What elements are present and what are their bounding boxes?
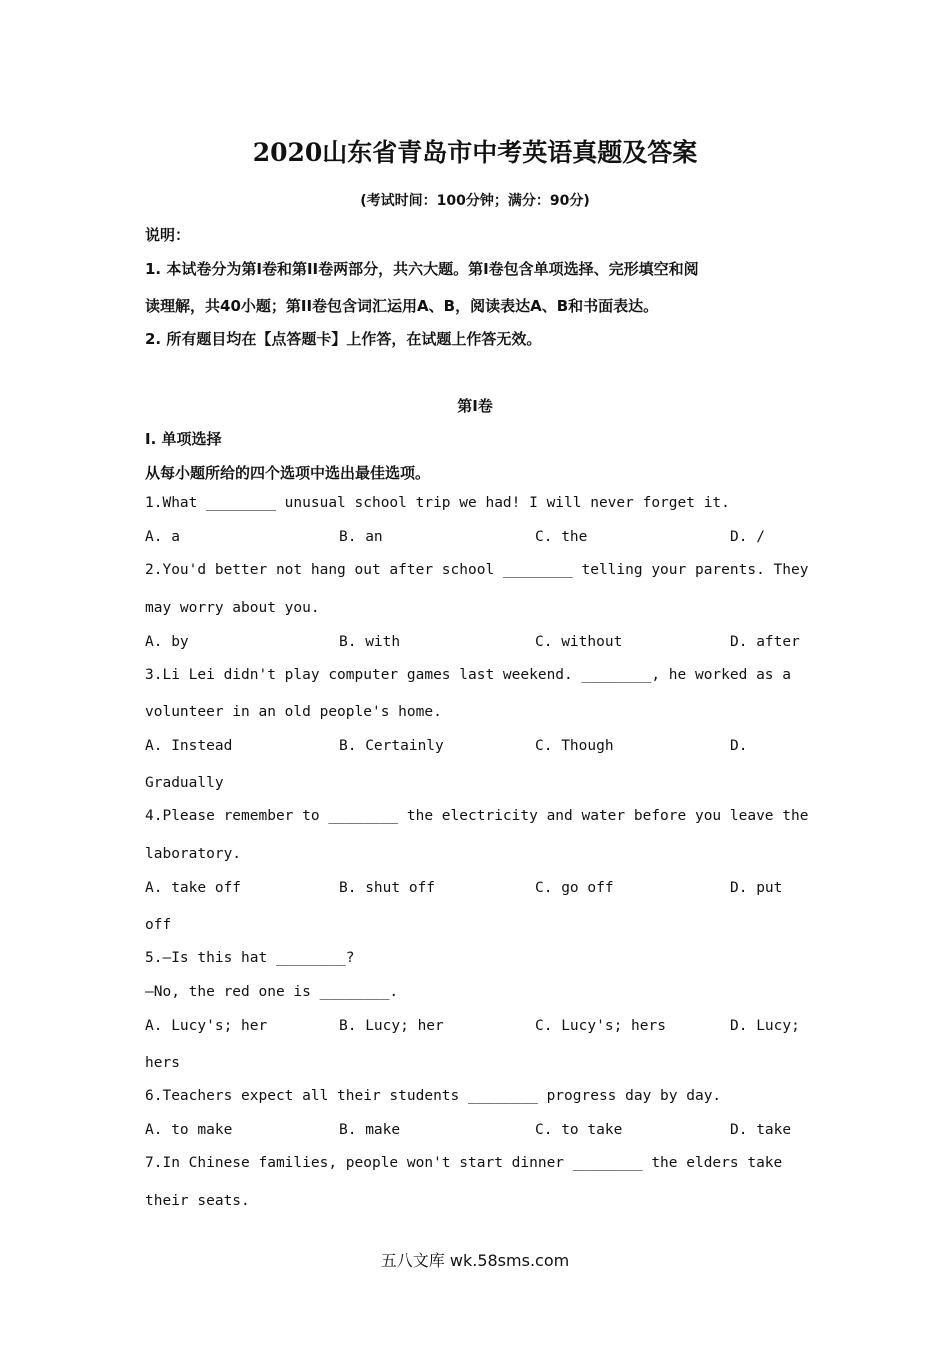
option-d: D. after: [730, 634, 800, 650]
instruction-line: 2. 所有题目均在【点答题卡】上作答，在试题上作答无效。: [145, 330, 542, 348]
question-text: 3.Li Lei didn't play computer games last weekend. ________, he worked as a: [145, 667, 792, 683]
option-d-continued: hers: [145, 1055, 180, 1071]
option-c: C. Though: [535, 738, 614, 754]
instruction-line: 读理解，共40小题；第II卷包含词汇运用A、B，阅读表达A、B和书面表达。: [145, 297, 659, 315]
option-a: A. Instead: [145, 738, 233, 754]
option-b: B. Certainly: [339, 738, 444, 754]
option-a: A. by: [145, 634, 189, 650]
question-text: volunteer in an old people's home.: [145, 704, 442, 720]
option-b: B. Lucy; her: [339, 1018, 444, 1034]
option-b: B. shut off: [339, 880, 436, 896]
question-text: 1.What ________ unusual school trip we had! I will never forget it.: [145, 495, 730, 511]
option-c: C. Lucy's; hers: [535, 1018, 666, 1034]
option-a: A. Lucy's; her: [145, 1018, 268, 1034]
option-d-continued: Gradually: [145, 775, 224, 791]
option-d: D. put: [730, 880, 783, 896]
option-d: D. Lucy;: [730, 1018, 800, 1034]
footer-watermark: 五八文库 wk.58sms.com: [380, 1251, 570, 1270]
option-b: B. with: [339, 634, 401, 650]
section-title: 第I卷: [457, 397, 493, 415]
option-a: A. a: [145, 529, 180, 545]
part-directions: 从每小题所给的四个选项中选出最佳选项。: [145, 464, 431, 482]
page-title: 2020山东省青岛市中考英语真题及答案: [252, 138, 698, 167]
instruction-line: 1. 本试卷分为第I卷和第II卷两部分，共六大题。第I卷包含单项选择、完形填空和阅: [145, 260, 699, 278]
question-text: —No, the red one is ________.: [145, 984, 399, 1000]
option-c: C. the: [535, 529, 588, 545]
option-d: D. take: [730, 1122, 792, 1138]
option-b: B. an: [339, 529, 383, 545]
option-b: B. make: [339, 1122, 401, 1138]
question-text: laboratory.: [145, 846, 242, 862]
part-heading: I. 单项选择: [145, 430, 222, 448]
question-text: 4.Please remember to ________ the electricity and water before you leave the: [145, 808, 809, 824]
option-c: C. to take: [535, 1122, 623, 1138]
option-c: C. go off: [535, 880, 614, 896]
option-d-continued: off: [145, 917, 172, 933]
exam-info: (考试时间：100分钟；满分：90分): [360, 193, 590, 209]
option-d: D.: [730, 738, 748, 754]
question-text: 2.You'd better not hang out after school ________ telling your parents. They: [145, 562, 809, 578]
question-text: 7.In Chinese families, people won't start dinner ________ the elders take: [145, 1155, 783, 1171]
option-c: C. without: [535, 634, 623, 650]
option-d: D. /: [730, 529, 765, 545]
question-text: 5.—Is this hat ________?: [145, 950, 355, 966]
question-text: may worry about you.: [145, 600, 320, 616]
question-text: their seats.: [145, 1193, 250, 1209]
option-a: A. to make: [145, 1122, 233, 1138]
option-a: A. take off: [145, 880, 242, 896]
question-text: 6.Teachers expect all their students ________ progress day by day.: [145, 1088, 722, 1104]
instructions-heading: 说明：: [145, 226, 191, 244]
